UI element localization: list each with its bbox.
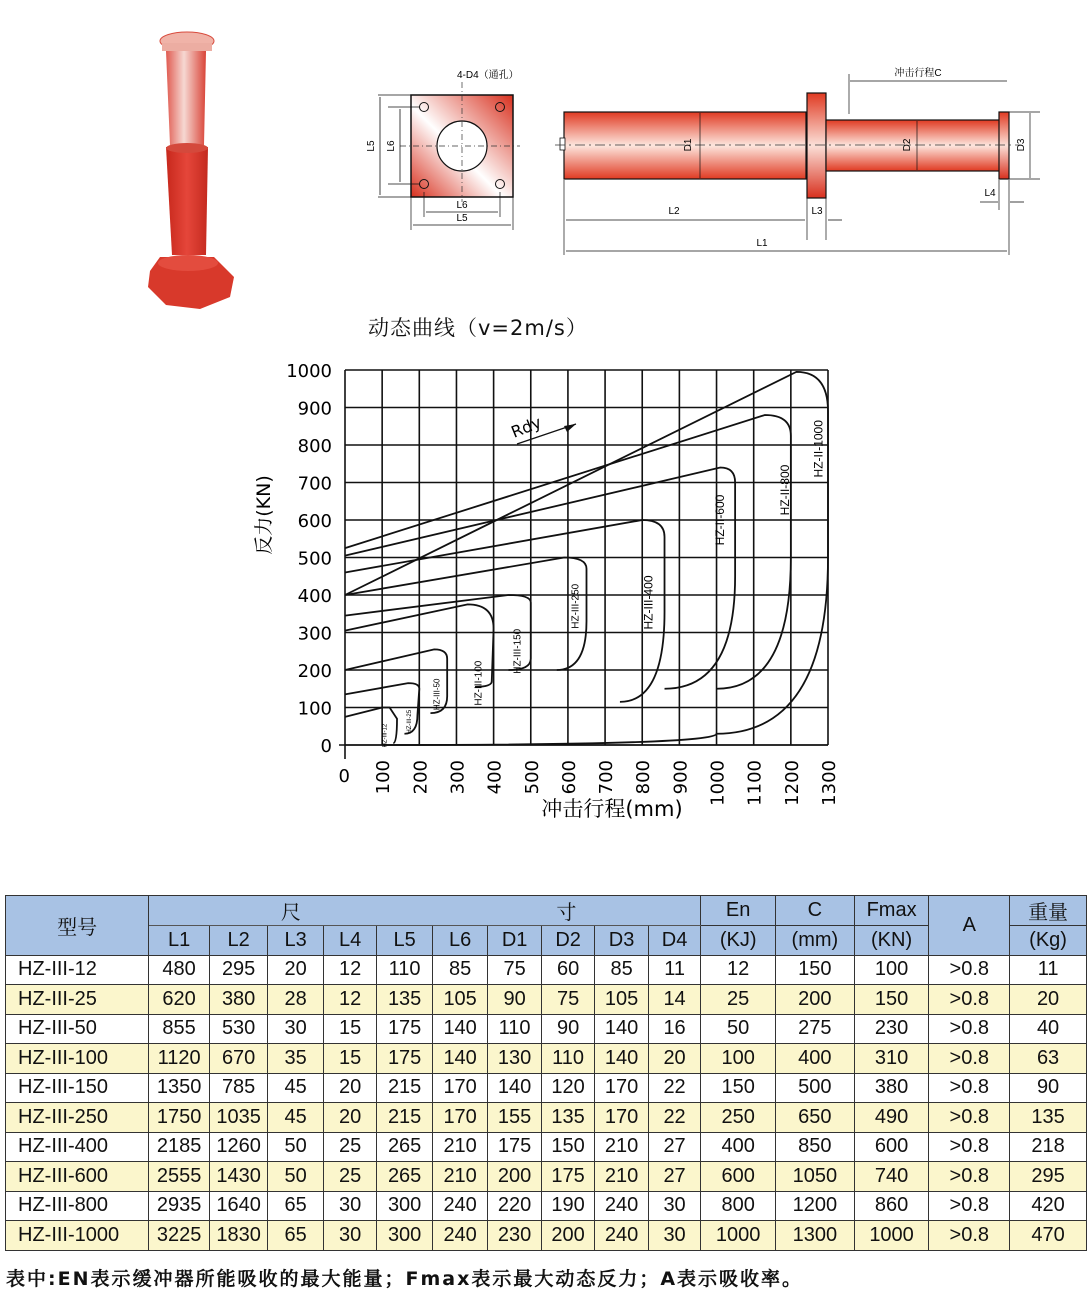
header-en: En bbox=[701, 896, 776, 926]
x-tick-label: 100 bbox=[373, 760, 395, 795]
header-d2: D2 bbox=[541, 926, 594, 956]
value-cell: 400 bbox=[776, 1044, 855, 1074]
value-cell: 30 bbox=[648, 1191, 700, 1221]
value-cell: 155 bbox=[488, 1103, 541, 1133]
svg-text:D1: D1 bbox=[683, 138, 694, 152]
value-cell: 120 bbox=[541, 1073, 594, 1103]
value-cell: 600 bbox=[701, 1162, 776, 1192]
value-cell: 45 bbox=[268, 1103, 324, 1133]
value-cell: 50 bbox=[701, 1014, 776, 1044]
value-cell: 1350 bbox=[149, 1073, 210, 1103]
value-cell: 470 bbox=[1010, 1221, 1087, 1251]
value-cell: 20 bbox=[1010, 985, 1087, 1015]
value-cell: 85 bbox=[595, 955, 648, 985]
value-cell: 380 bbox=[209, 985, 268, 1015]
value-cell: 170 bbox=[595, 1103, 648, 1133]
value-cell: 200 bbox=[541, 1221, 594, 1251]
header-l4: L4 bbox=[323, 926, 376, 956]
value-cell: 2185 bbox=[149, 1132, 210, 1162]
value-cell: >0.8 bbox=[929, 1103, 1010, 1133]
x-tick-label: 800 bbox=[633, 760, 655, 795]
value-cell: 100 bbox=[854, 955, 929, 985]
value-cell: 500 bbox=[776, 1073, 855, 1103]
header-model: 型号 bbox=[6, 896, 149, 956]
value-cell: 140 bbox=[432, 1014, 488, 1044]
value-cell: 105 bbox=[595, 985, 648, 1015]
y-axis-label: 反力(KN) bbox=[253, 475, 275, 555]
value-cell: 12 bbox=[701, 955, 776, 985]
value-cell: 380 bbox=[854, 1073, 929, 1103]
x-tick-label: 500 bbox=[521, 760, 543, 795]
header-weight: 重量 bbox=[1010, 896, 1087, 926]
value-cell: 65 bbox=[268, 1191, 324, 1221]
curve-label: HZ-II-600 bbox=[712, 494, 727, 546]
x-tick-label: 600 bbox=[558, 760, 580, 795]
value-cell: 35 bbox=[268, 1044, 324, 1074]
hole-label: 4-D4（通孔） bbox=[457, 70, 519, 81]
header-weight-unit: (Kg) bbox=[1010, 926, 1087, 956]
value-cell: 25 bbox=[323, 1162, 376, 1192]
model-cell: HZ-III-25 bbox=[6, 985, 149, 1015]
value-cell: 490 bbox=[854, 1103, 929, 1133]
value-cell: 25 bbox=[323, 1132, 376, 1162]
svg-text:L5: L5 bbox=[456, 213, 468, 224]
y-tick-label: 300 bbox=[297, 623, 332, 645]
table-footnote: 表中:EN表示缓冲器所能吸收的最大能量；Fmax表示最大动态反力；A表示吸收率。 bbox=[6, 1268, 804, 1290]
header-d3: D3 bbox=[595, 926, 648, 956]
header-fmax-unit: (KN) bbox=[854, 926, 929, 956]
curve-label: HZ-III-400 bbox=[641, 575, 656, 630]
value-cell: 16 bbox=[648, 1014, 700, 1044]
y-tick-label: 1000 bbox=[286, 361, 332, 382]
value-cell: 420 bbox=[1010, 1191, 1087, 1221]
buffer-product-photo bbox=[140, 25, 250, 315]
value-cell: 50 bbox=[268, 1162, 324, 1192]
value-cell: 480 bbox=[149, 955, 210, 985]
value-cell: 90 bbox=[1010, 1073, 1087, 1103]
y-axis-ticks bbox=[286, 361, 332, 757]
value-cell: 22 bbox=[648, 1103, 700, 1133]
value-cell: 3225 bbox=[149, 1221, 210, 1251]
value-cell: 175 bbox=[377, 1014, 433, 1044]
value-cell: 850 bbox=[776, 1132, 855, 1162]
value-cell: 1200 bbox=[776, 1191, 855, 1221]
x-tick-label: 1300 bbox=[819, 760, 840, 806]
svg-text:L6: L6 bbox=[386, 140, 397, 152]
value-cell: 75 bbox=[541, 985, 594, 1015]
value-cell: 265 bbox=[377, 1132, 433, 1162]
header-dims-left: 尺 bbox=[149, 896, 433, 926]
value-cell: 150 bbox=[776, 955, 855, 985]
value-cell: 75 bbox=[488, 955, 541, 985]
header-d1: D1 bbox=[488, 926, 541, 956]
value-cell: 130 bbox=[488, 1044, 541, 1074]
svg-text:Rdy: Rdy bbox=[508, 412, 545, 442]
svg-text:L3: L3 bbox=[811, 206, 823, 217]
value-cell: 150 bbox=[701, 1073, 776, 1103]
value-cell: 140 bbox=[488, 1073, 541, 1103]
value-cell: 30 bbox=[268, 1014, 324, 1044]
value-cell: 200 bbox=[776, 985, 855, 1015]
value-cell: 20 bbox=[648, 1044, 700, 1074]
curve-hz-ii-1000 bbox=[345, 372, 828, 748]
value-cell: 670 bbox=[209, 1044, 268, 1074]
value-cell: 30 bbox=[323, 1221, 376, 1251]
table-row bbox=[6, 1014, 1087, 1044]
value-cell: >0.8 bbox=[929, 1014, 1010, 1044]
y-tick-label: 900 bbox=[297, 398, 332, 420]
value-cell: 170 bbox=[432, 1073, 488, 1103]
value-cell: 28 bbox=[268, 985, 324, 1015]
value-cell: 12 bbox=[323, 985, 376, 1015]
value-cell: 20 bbox=[268, 955, 324, 985]
value-cell: 240 bbox=[432, 1191, 488, 1221]
table-row bbox=[6, 1162, 1087, 1192]
value-cell: 14 bbox=[648, 985, 700, 1015]
curve-hz-iii-400 bbox=[345, 520, 665, 702]
header-l5: L5 bbox=[377, 926, 433, 956]
value-cell: 210 bbox=[595, 1132, 648, 1162]
dynamic-curve-chart bbox=[240, 340, 860, 840]
x-tick-label: 0 bbox=[338, 766, 350, 787]
value-cell: 1830 bbox=[209, 1221, 268, 1251]
value-cell: 175 bbox=[377, 1044, 433, 1074]
value-cell: 1000 bbox=[701, 1221, 776, 1251]
value-cell: 27 bbox=[648, 1162, 700, 1192]
value-cell: 140 bbox=[595, 1014, 648, 1044]
model-cell: HZ-III-600 bbox=[6, 1162, 149, 1192]
value-cell: 785 bbox=[209, 1073, 268, 1103]
x-tick-label: 300 bbox=[447, 760, 469, 795]
value-cell: 11 bbox=[648, 955, 700, 985]
value-cell: 1430 bbox=[209, 1162, 268, 1192]
value-cell: >0.8 bbox=[929, 1044, 1010, 1074]
table-row bbox=[6, 1073, 1087, 1103]
value-cell: 240 bbox=[595, 1191, 648, 1221]
value-cell: 300 bbox=[377, 1221, 433, 1251]
table-row bbox=[6, 1191, 1087, 1221]
value-cell: 2935 bbox=[149, 1191, 210, 1221]
value-cell: 230 bbox=[488, 1221, 541, 1251]
value-cell: 20 bbox=[323, 1103, 376, 1133]
value-cell: 215 bbox=[377, 1073, 433, 1103]
value-cell: 1000 bbox=[854, 1221, 929, 1251]
y-tick-label: 200 bbox=[297, 661, 332, 682]
value-cell: 530 bbox=[209, 1014, 268, 1044]
x-tick-label: 400 bbox=[484, 760, 506, 795]
value-cell: 50 bbox=[268, 1132, 324, 1162]
value-cell: 1260 bbox=[209, 1132, 268, 1162]
curve-label: HZ-III-150 bbox=[512, 628, 524, 674]
value-cell: 170 bbox=[432, 1103, 488, 1133]
value-cell: 85 bbox=[432, 955, 488, 985]
value-cell: 220 bbox=[488, 1191, 541, 1221]
svg-text:D2: D2 bbox=[902, 138, 913, 152]
x-tick-label: 200 bbox=[410, 760, 432, 795]
value-cell: >0.8 bbox=[929, 955, 1010, 985]
table-body bbox=[6, 955, 1087, 1250]
value-cell: 175 bbox=[541, 1162, 594, 1192]
value-cell: 1050 bbox=[776, 1162, 855, 1192]
chart-title: 动态曲线（v=2m/s） bbox=[368, 316, 588, 340]
rdy-annotation bbox=[508, 413, 576, 444]
svg-text:L5: L5 bbox=[366, 140, 377, 152]
value-cell: >0.8 bbox=[929, 1191, 1010, 1221]
header-en-unit: (KJ) bbox=[701, 926, 776, 956]
curve-labels bbox=[383, 420, 826, 748]
value-cell: 100 bbox=[701, 1044, 776, 1074]
header-c: C bbox=[776, 896, 855, 926]
y-tick-label: 500 bbox=[297, 548, 332, 570]
svg-text:L1: L1 bbox=[756, 238, 768, 249]
value-cell: 1750 bbox=[149, 1103, 210, 1133]
value-cell: 90 bbox=[541, 1014, 594, 1044]
y-tick-label: 400 bbox=[297, 586, 332, 607]
stroke-label: 冲击行程C bbox=[894, 68, 942, 79]
value-cell: 210 bbox=[595, 1162, 648, 1192]
value-cell: 30 bbox=[648, 1221, 700, 1251]
value-cell: 110 bbox=[377, 955, 433, 985]
value-cell: 22 bbox=[648, 1073, 700, 1103]
table-row bbox=[6, 985, 1087, 1015]
value-cell: 20 bbox=[323, 1073, 376, 1103]
value-cell: >0.8 bbox=[929, 1221, 1010, 1251]
spec-table bbox=[5, 895, 1087, 1251]
value-cell: 90 bbox=[488, 985, 541, 1015]
value-cell: 175 bbox=[488, 1132, 541, 1162]
model-cell: HZ-III-12 bbox=[6, 955, 149, 985]
value-cell: 15 bbox=[323, 1014, 376, 1044]
table-row bbox=[6, 1103, 1087, 1133]
y-tick-label: 0 bbox=[320, 736, 332, 757]
x-tick-label: 900 bbox=[670, 760, 692, 795]
model-cell: HZ-III-100 bbox=[6, 1044, 149, 1074]
value-cell: 170 bbox=[595, 1073, 648, 1103]
value-cell: 275 bbox=[776, 1014, 855, 1044]
value-cell: >0.8 bbox=[929, 985, 1010, 1015]
value-cell: 218 bbox=[1010, 1132, 1087, 1162]
curve-hz-iii-12 bbox=[345, 708, 397, 744]
value-cell: 15 bbox=[323, 1044, 376, 1074]
value-cell: 300 bbox=[377, 1191, 433, 1221]
value-cell: 135 bbox=[1010, 1103, 1087, 1133]
flange-plate-drawing bbox=[360, 62, 540, 230]
value-cell: 855 bbox=[149, 1014, 210, 1044]
value-cell: 25 bbox=[701, 985, 776, 1015]
value-cell: 40 bbox=[1010, 1014, 1087, 1044]
value-cell: 150 bbox=[541, 1132, 594, 1162]
value-cell: >0.8 bbox=[929, 1073, 1010, 1103]
curve-label: HZ-III-12 bbox=[382, 723, 389, 748]
header-l3: L3 bbox=[268, 926, 324, 956]
curve-hz-iii-250 bbox=[345, 558, 587, 674]
value-cell: 215 bbox=[377, 1103, 433, 1133]
value-cell: 400 bbox=[701, 1132, 776, 1162]
value-cell: 2555 bbox=[149, 1162, 210, 1192]
value-cell: 30 bbox=[323, 1191, 376, 1221]
curve-label: HZ-III-50 bbox=[432, 678, 442, 711]
buffer-side-drawing bbox=[550, 60, 1050, 260]
svg-text:D3: D3 bbox=[1016, 138, 1027, 152]
model-cell: HZ-III-50 bbox=[6, 1014, 149, 1044]
value-cell: 65 bbox=[268, 1221, 324, 1251]
value-cell: 11 bbox=[1010, 955, 1087, 985]
header-d4: D4 bbox=[648, 926, 700, 956]
y-tick-label: 100 bbox=[297, 698, 332, 720]
curve-label: HZ-II-800 bbox=[777, 464, 792, 516]
value-cell: 12 bbox=[323, 955, 376, 985]
value-cell: 140 bbox=[432, 1044, 488, 1074]
value-cell: 265 bbox=[377, 1162, 433, 1192]
x-tick-label: 1100 bbox=[744, 760, 766, 806]
value-cell: 650 bbox=[776, 1103, 855, 1133]
x-tick-label: 1200 bbox=[781, 760, 803, 806]
value-cell: 250 bbox=[701, 1103, 776, 1133]
value-cell: 295 bbox=[209, 955, 268, 985]
value-cell: 620 bbox=[149, 985, 210, 1015]
curve-label: HZ-III-100 bbox=[473, 660, 485, 706]
value-cell: 240 bbox=[595, 1221, 648, 1251]
header-dims-right: 寸 bbox=[432, 896, 700, 926]
svg-text:L6: L6 bbox=[456, 200, 468, 211]
value-cell: 600 bbox=[854, 1132, 929, 1162]
curve-label: HZ-II-1000 bbox=[811, 420, 826, 478]
value-cell: 240 bbox=[432, 1221, 488, 1251]
value-cell: >0.8 bbox=[929, 1162, 1010, 1192]
value-cell: 1300 bbox=[776, 1221, 855, 1251]
model-cell: HZ-III-150 bbox=[6, 1073, 149, 1103]
value-cell: 1035 bbox=[209, 1103, 268, 1133]
value-cell: 310 bbox=[854, 1044, 929, 1074]
svg-text:L2: L2 bbox=[668, 206, 680, 217]
header-fmax: Fmax bbox=[854, 896, 929, 926]
value-cell: 295 bbox=[1010, 1162, 1087, 1192]
value-cell: 140 bbox=[595, 1044, 648, 1074]
value-cell: 60 bbox=[541, 955, 594, 985]
model-cell: HZ-III-800 bbox=[6, 1191, 149, 1221]
y-tick-label: 700 bbox=[297, 473, 332, 495]
value-cell: 135 bbox=[377, 985, 433, 1015]
value-cell: 740 bbox=[854, 1162, 929, 1192]
table-row bbox=[6, 1132, 1087, 1162]
value-cell: 110 bbox=[541, 1044, 594, 1074]
value-cell: 105 bbox=[432, 985, 488, 1015]
model-cell: HZ-III-250 bbox=[6, 1103, 149, 1133]
x-axis-label: 冲击行程(mm) bbox=[541, 797, 683, 821]
model-cell: HZ-III-1000 bbox=[6, 1221, 149, 1251]
header-l2: L2 bbox=[209, 926, 268, 956]
curve-label: HZ-III-250 bbox=[570, 583, 582, 629]
header-a: A bbox=[929, 896, 1010, 956]
chart-curves bbox=[345, 372, 828, 748]
table-row bbox=[6, 1221, 1087, 1251]
value-cell: 210 bbox=[432, 1132, 488, 1162]
x-tick-label: 700 bbox=[596, 760, 618, 795]
value-cell: >0.8 bbox=[929, 1132, 1010, 1162]
chart-grid bbox=[339, 370, 828, 759]
table-row bbox=[6, 955, 1087, 985]
model-cell: HZ-III-400 bbox=[6, 1132, 149, 1162]
header-l6: L6 bbox=[432, 926, 488, 956]
value-cell: 45 bbox=[268, 1073, 324, 1103]
value-cell: 1640 bbox=[209, 1191, 268, 1221]
value-cell: 1120 bbox=[149, 1044, 210, 1074]
value-cell: 150 bbox=[854, 985, 929, 1015]
value-cell: 27 bbox=[648, 1132, 700, 1162]
value-cell: 110 bbox=[488, 1014, 541, 1044]
x-tick-label: 1000 bbox=[707, 760, 729, 806]
value-cell: 135 bbox=[541, 1103, 594, 1133]
table-row bbox=[6, 1044, 1087, 1074]
curve-label: HZ-III-25 bbox=[407, 709, 414, 734]
value-cell: 230 bbox=[854, 1014, 929, 1044]
value-cell: 860 bbox=[854, 1191, 929, 1221]
header-l1: L1 bbox=[149, 926, 210, 956]
header-c-unit: (mm) bbox=[776, 926, 855, 956]
value-cell: 190 bbox=[541, 1191, 594, 1221]
y-tick-label: 800 bbox=[297, 436, 332, 457]
value-cell: 800 bbox=[701, 1191, 776, 1221]
y-tick-label: 600 bbox=[297, 511, 332, 532]
value-cell: 210 bbox=[432, 1162, 488, 1192]
value-cell: 200 bbox=[488, 1162, 541, 1192]
value-cell: 63 bbox=[1010, 1044, 1087, 1074]
svg-text:L4: L4 bbox=[984, 188, 996, 199]
